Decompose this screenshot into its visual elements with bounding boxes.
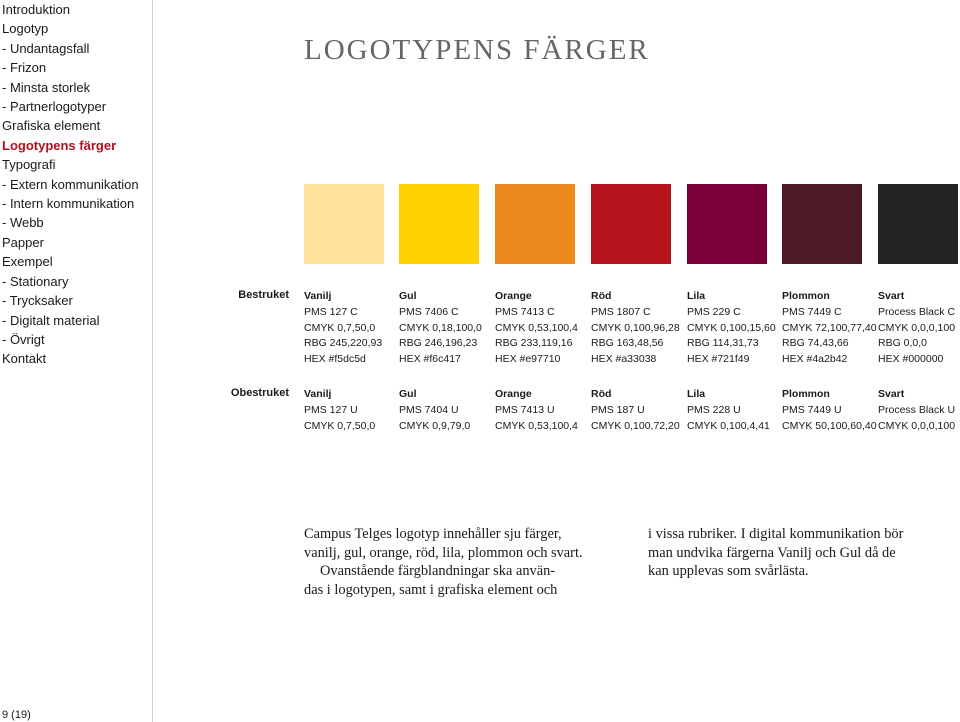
- color-spec: Process Black C: [878, 305, 956, 318]
- coated-spec-column: [399, 289, 482, 368]
- nav-item[interactable]: Kontakt: [2, 351, 47, 367]
- color-spec: CMYK 0,100,72,20: [591, 419, 680, 432]
- nav-item[interactable]: - Undantagsfall: [2, 40, 90, 56]
- color-spec: CMYK 0,53,100,4: [495, 321, 578, 334]
- coated-label: Bestruket: [238, 289, 289, 301]
- nav-item[interactable]: Grafiska element: [2, 118, 101, 134]
- color-spec: CMYK 72,100,77,40: [782, 321, 877, 334]
- uncoated-spec-column: [878, 387, 955, 434]
- color-spec: PMS 187 U: [591, 403, 645, 416]
- color-name: Vanilj: [304, 290, 332, 302]
- page-number: 9 (19): [2, 709, 31, 721]
- nav-item[interactable]: Exempel: [2, 254, 53, 270]
- color-spec: PMS 229 C: [687, 305, 741, 318]
- nav-item[interactable]: - Intern kommunikation: [2, 196, 135, 212]
- page-title: LOGOTYPENS FÄRGER: [304, 34, 650, 66]
- color-spec: RBG 246,196,23: [399, 337, 478, 350]
- color-spec: HEX #000000: [878, 353, 944, 366]
- color-spec: HEX #f6c417: [399, 353, 461, 366]
- nav-item[interactable]: - Trycksaker: [2, 293, 73, 309]
- color-spec: RBG 163,48,56: [591, 337, 664, 350]
- body-text-column-1: [304, 525, 583, 599]
- color-name: Gul: [399, 388, 417, 400]
- color-spec: CMYK 0,100,4,41: [687, 419, 770, 432]
- body-line: das i logotypen, samt i grafiska element och: [304, 581, 558, 598]
- color-swatch: [495, 184, 575, 264]
- coated-spec-column: [591, 289, 680, 368]
- nav-item[interactable]: - Frizon: [2, 60, 47, 76]
- coated-spec-column: [878, 289, 955, 368]
- body-line: vanilj, gul, orange, röd, lila, plommon och svart.: [304, 544, 583, 561]
- nav-item[interactable]: - Övrigt: [2, 331, 45, 347]
- color-name: Svart: [878, 290, 905, 302]
- color-name: Vanilj: [304, 388, 332, 400]
- nav-item[interactable]: Logotypens färger: [2, 137, 117, 153]
- color-spec: HEX #e97710: [495, 353, 561, 366]
- color-spec: CMYK 0,7,50,0: [304, 321, 376, 334]
- color-spec: CMYK 0,100,96,28: [591, 321, 680, 334]
- color-spec: HEX #f5dc5d: [304, 353, 366, 366]
- body-line: kan upplevas som svårlästa.: [648, 563, 809, 580]
- nav-item[interactable]: Papper: [2, 234, 44, 250]
- uncoated-spec-column: [399, 387, 470, 434]
- body-line: Ovanstående färgblandningar ska använ-: [320, 563, 556, 580]
- color-swatch: [304, 184, 384, 264]
- color-swatch: [687, 184, 767, 264]
- nav-item[interactable]: - Stationary: [2, 273, 69, 289]
- color-spec: PMS 7413 U: [495, 403, 555, 416]
- color-spec: RBG 0,0,0: [878, 337, 928, 350]
- uncoated-spec-column: [782, 387, 877, 434]
- color-spec: PMS 7449 C: [782, 305, 842, 318]
- color-spec: PMS 127 C: [304, 305, 358, 318]
- nav-item[interactable]: - Minsta storlek: [2, 79, 91, 95]
- color-spec: CMYK 0,0,0,100: [878, 321, 956, 334]
- color-name: Orange: [495, 388, 532, 400]
- color-spec: CMYK 50,100,60,40: [782, 419, 877, 432]
- body-line: Campus Telges logotyp innehåller sju färger,: [304, 526, 562, 542]
- nav-item[interactable]: - Digitalt material: [2, 312, 100, 328]
- color-name: Röd: [591, 290, 612, 302]
- color-name: Plommon: [782, 388, 830, 400]
- nav-item[interactable]: Introduktion: [2, 2, 70, 17]
- color-spec: RBG 233,119,16: [495, 337, 573, 350]
- uncoated-spec-column: [687, 387, 770, 434]
- color-spec: RBG 114,31,73: [687, 337, 759, 350]
- body-line: man undvika färgerna Vanilj och Gul då de: [648, 544, 896, 561]
- coated-spec-column: [782, 289, 877, 368]
- color-spec: RBG 74,43,66: [782, 337, 849, 350]
- color-spec: CMYK 0,53,100,4: [495, 419, 578, 432]
- color-spec: CMYK 0,7,50,0: [304, 419, 376, 432]
- color-spec: PMS 127 U: [304, 403, 358, 416]
- sidebar-divider: [152, 0, 153, 722]
- coated-spec-column: [304, 289, 382, 368]
- color-spec: PMS 7404 U: [399, 403, 459, 416]
- color-spec: PMS 7406 C: [399, 305, 459, 318]
- color-name: Lila: [687, 388, 706, 400]
- color-swatch: [878, 184, 958, 264]
- color-spec: PMS 7449 U: [782, 403, 842, 416]
- color-spec: PMS 228 U: [687, 403, 741, 416]
- nav-item[interactable]: - Webb: [2, 215, 44, 231]
- coated-spec-column: [687, 289, 776, 368]
- nav-item[interactable]: - Partnerlogotyper: [2, 99, 107, 115]
- color-spec: RBG 245,220,93: [304, 337, 383, 350]
- color-name: Svart: [878, 388, 905, 400]
- color-name: Lila: [687, 290, 706, 302]
- color-name: Plommon: [782, 290, 830, 302]
- color-name: Orange: [495, 290, 532, 302]
- color-name: Röd: [591, 388, 612, 400]
- color-swatch: [591, 184, 671, 264]
- color-spec: CMYK 0,9,79,0: [399, 419, 471, 432]
- uncoated-spec-column: [304, 387, 375, 434]
- uncoated-spec-column: [591, 387, 680, 434]
- color-swatch: [782, 184, 862, 264]
- color-spec: CMYK 0,0,0,100: [878, 419, 956, 432]
- color-swatch: [399, 184, 479, 264]
- nav-item[interactable]: Typografi: [2, 157, 56, 173]
- color-spec: HEX #4a2b42: [782, 353, 848, 366]
- color-spec: HEX #a33038: [591, 353, 657, 366]
- color-spec: HEX #721f49: [687, 353, 750, 366]
- color-spec: PMS 1807 C: [591, 305, 651, 318]
- nav-item[interactable]: - Extern kommunikation: [2, 176, 139, 192]
- coated-spec-column: [495, 289, 578, 368]
- body-line: i vissa rubriker. I digital kommunikation bör: [648, 526, 904, 542]
- sidebar-nav: [0, 0, 152, 722]
- nav-item[interactable]: Logotyp: [2, 21, 49, 37]
- color-name: Gul: [399, 290, 417, 302]
- color-spec: PMS 7413 C: [495, 305, 555, 318]
- color-spec: CMYK 0,18,100,0: [399, 321, 482, 334]
- uncoated-label: Obestruket: [230, 387, 289, 399]
- uncoated-spec-column: [495, 387, 578, 434]
- color-spec: CMYK 0,100,15,60: [687, 321, 776, 334]
- color-spec: Process Black U: [878, 403, 956, 416]
- body-text-column-2: [648, 525, 903, 581]
